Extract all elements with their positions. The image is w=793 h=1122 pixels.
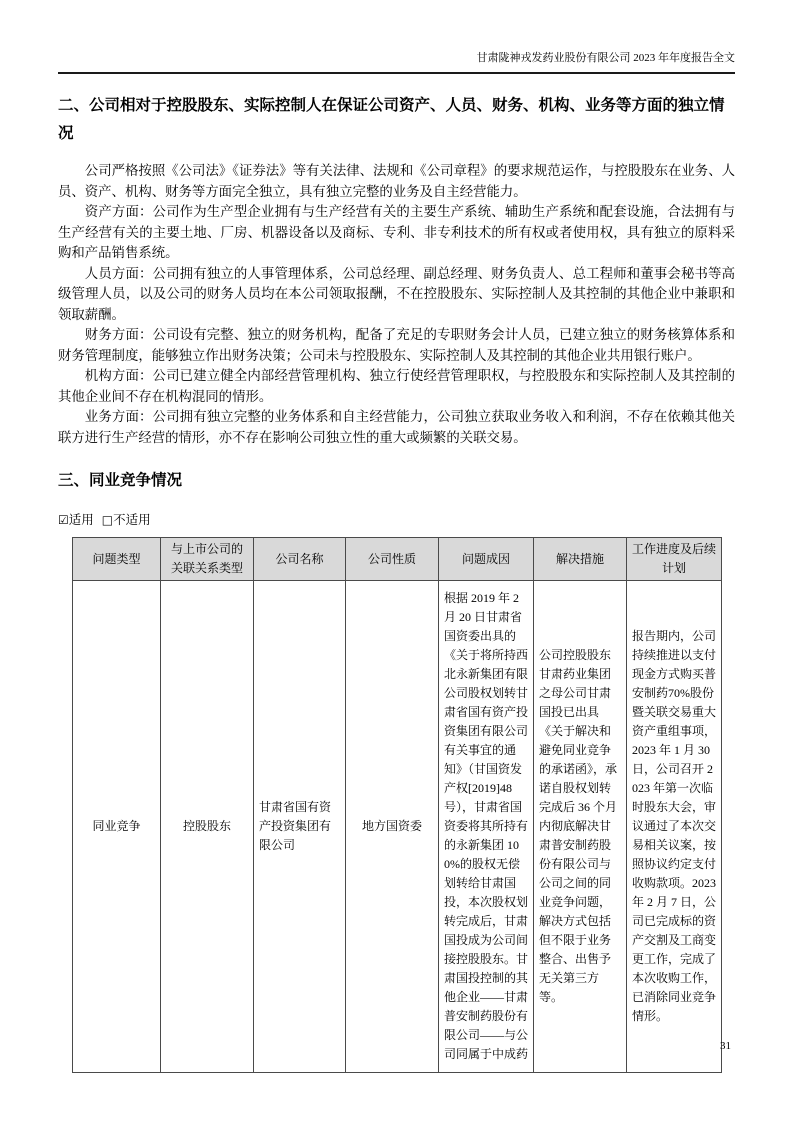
cell-issue-type: 同业竞争	[73, 581, 161, 1073]
cell-company-name: 甘肃省国有资产投资集团有限公司	[254, 581, 346, 1073]
cell-progress-plan: 报告期内，公司持续推进以支付现金方式购买普安制药70%股份暨关联交易重大资产重组事项，2023 年 1 月 30 日，公司召开 2023 年第一次临时股东大会，审议通过了本次交易相关议案，按照协议约定支付收购款项。2023 年 2 月 7 日，公司已完成标的资产交割及工商变更工作，完成了本次收购工作，已消除同业竞争情形。	[627, 581, 722, 1073]
paragraph: 人员方面：公司拥有独立的人事管理体系，公司总经理、副总经理、财务负责人、总工程师和董事会秘书等高级管理人员，以及公司的财务人员均在本公司领取报酬，不在控股股东、实际控制人及其控制的其他企业中兼职和领取薪酬。	[58, 265, 735, 322]
cell-company-nature: 地方国资委	[346, 581, 439, 1073]
column-header-solution: 解决措施	[534, 538, 627, 581]
paragraph: 公司严格按照《公司法》《证券法》等有关法律、法规和《公司章程》的要求规范运作，与控股股东在业务、人员、资产、机构、财务等方面完全独立，具有独立完整的业务及自主经营能力。	[58, 163, 735, 199]
paragraph: 资产方面：公司作为生产型企业拥有与生产经营有关的主要生产系统、辅助生产系统和配套设施，合法拥有与生产经营有关的主要土地、厂房、机器设备以及商标、专利、非专利技术的所有权或者使用权，具有独立的原料采购和产品销售系统。	[58, 204, 735, 260]
cell-solution: 公司控股股东甘肃药业集团之母公司甘肃国投已出具《关于解决和避免同业竞争的承诺函》，承诺自股权划转完成后 36 个月内彻底解决甘肃普安制药股份有限公司与公司之间的同业竞争问题，解决方式包括但不限于业务整合、出售予无关第三方等。	[534, 581, 627, 1073]
document-header-title: 甘肃陇神戎发药业股份有限公司 2023 年年度报告全文	[476, 52, 735, 64]
document-header	[58, 50, 735, 74]
table-row	[73, 581, 722, 1073]
checkbox-checked-icon: ☑	[58, 513, 69, 527]
section-heading-independence: 二、公司相对于控股股东、实际控制人在保证公司资产、人员、财务、机构、业务等方面的独立情况	[58, 97, 725, 142]
column-header-progress-plan: 工作进度及后续计划	[627, 538, 722, 581]
independence-paragraphs	[58, 161, 735, 448]
column-header-issue-type: 问题类型	[73, 538, 161, 581]
applicable-label: 适用	[68, 513, 94, 527]
applicable-selector	[58, 512, 735, 528]
paragraph: 财务方面：公司设有完整、独立的财务机构，配备了充足的专职财务会计人员，已建立独立的财务核算体系和财务管理制度，能够独立作出财务决策；公司未与控股股东、实际控制人及其控制的其他企业共用银行账户。	[58, 327, 735, 363]
column-header-company-name: 公司名称	[254, 538, 346, 581]
section-heading-competition: 三、同业竞争情况	[58, 472, 183, 489]
paragraph: 业务方面：公司拥有独立完整的业务体系和自主经营能力，公司独立获取业务收入和利润，不存在依赖其他关联方进行生产经营的情形，亦不存在影响公司独立性的重大或频繁的关联交易。	[58, 409, 735, 445]
competition-table	[72, 537, 722, 1073]
column-header-relation-type: 与上市公司的关联关系类型	[161, 538, 254, 581]
cell-issue-cause: 根据 2019 年 2 月 20 日甘肃省国资委出具的《关于将所持西北永新集团有限公司股权划转甘肃省国有资产投资集团有限公司有关事宜的通知》（甘国资发产权[2019]48 号），甘肃省国资委将其所持有的永新集团 100%的股权无偿划转给甘肃国投，本次股权划转完成后，甘肃国投成为公司间接控股股东。甘肃国投控制的其他企业——甘肃普安制药股份有限公司——与公司同属于中成药	[439, 581, 534, 1073]
cell-relation-type: 控股股东	[161, 581, 254, 1073]
column-header-issue-cause: 问题成因	[439, 538, 534, 581]
table-header-row	[73, 538, 722, 581]
paragraph: 机构方面：公司已建立健全内部经营管理机构、独立行使经营管理职权，与控股股东和实际控制人及其控制的其他企业间不存在机构混同的情形。	[58, 368, 735, 404]
checkbox-unchecked-icon: □	[101, 513, 114, 527]
page-number: 31	[720, 1040, 731, 1052]
not-applicable-label: 不适用	[113, 513, 151, 527]
column-header-company-nature: 公司性质	[346, 538, 439, 581]
